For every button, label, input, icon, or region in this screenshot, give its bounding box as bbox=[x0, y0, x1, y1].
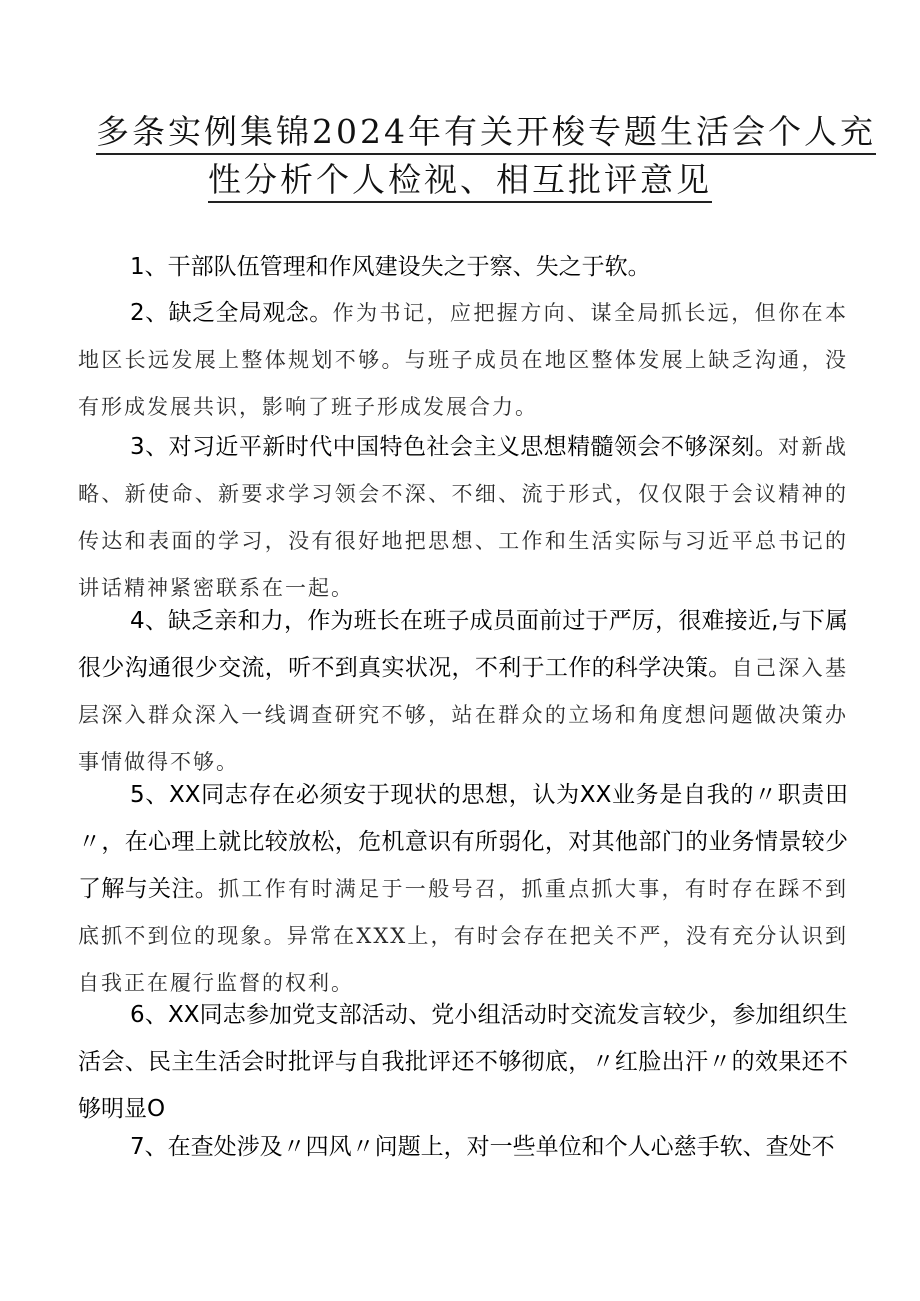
item-body: 作为书记，应把握方向、谋全局抓长远，但你在本地区长远发展上整体规划不够。与班子成员在地区整体发展上缺乏沟通，没有形成发展共识，影响了班子形成发展合力。 bbox=[78, 301, 849, 419]
item-5 bbox=[78, 772, 848, 1007]
item-number: 4、 bbox=[130, 608, 169, 634]
item-4 bbox=[78, 598, 848, 786]
item-6 bbox=[78, 992, 848, 1133]
item-1 bbox=[78, 244, 848, 291]
item-heading: 干部队伍管理和作风建设失之于察、失之于软。 bbox=[167, 254, 651, 280]
item-heading: 在查处涉及〃四风〃问题上，对一些单位和个人心慈手软、查处不 bbox=[167, 1134, 835, 1160]
item-heading: XX同志参加党支部活动、党小组活动时交流发言较少，参加组织生活会、民主生活会时批评与自我批评还不够彻底，〃红脸出汗〃的效果还不够明显O bbox=[78, 1002, 849, 1122]
item-body: 对新战略、新使命、新要求学习领会不深、不细、流于形式，仅仅限于会议精神的传达和表面的学习，没有很好地把思想、工作和生活实际与习近平总书记的讲话精神紧密联系在一起。 bbox=[78, 435, 848, 600]
item-heading: 缺乏全局观念。 bbox=[168, 300, 333, 326]
item-number: 2、 bbox=[130, 300, 169, 326]
item-3 bbox=[78, 424, 848, 612]
item-number: 1、 bbox=[130, 254, 168, 280]
item-2 bbox=[78, 290, 848, 431]
item-number: 5、 bbox=[130, 782, 169, 808]
document-title-line-2 bbox=[96, 160, 824, 200]
item-heading: XX同志存在必须安于现状的思想，认为XX业务是自我的〃职责田〃，在心理上就比较放松，危机意识有所弱化，对其他部门的业务情景较少了解与关注。 bbox=[78, 782, 848, 902]
title-text-2: 性分析个人检视、相互批评意见 bbox=[208, 160, 712, 203]
title-text-1: 多条实例集锦2024年有关开梭专题生活会个人充 bbox=[96, 112, 876, 155]
item-body: 自己深入基层深入群众深入一线调查研究不够，站在群众的立场和角度想问题做决策办事情做得不够。 bbox=[78, 656, 848, 774]
item-number: 6、 bbox=[130, 1002, 168, 1028]
document-title-line-1 bbox=[96, 112, 876, 152]
item-number: 7、 bbox=[130, 1134, 168, 1160]
item-body: 抓工作有时满足于一般号召，抓重点抓大事，有时存在踩不到底抓不到位的现象。异常在XXX上，有时会存在把关不严，没有充分认识到自我正在履行监督的权利。 bbox=[78, 877, 848, 995]
item-number: 3、 bbox=[130, 434, 169, 460]
item-heading: 对习近平新时代中国特色社会主义思想精髓领会不够深刻。 bbox=[168, 434, 779, 460]
item-7 bbox=[78, 1124, 848, 1171]
item-heading: 缺乏亲和力，作为班长在班子成员面前过于严厉，很难接近,与下属很少沟通很少交流，听不到真实状况，不利于工作的科学决策。 bbox=[78, 608, 848, 681]
